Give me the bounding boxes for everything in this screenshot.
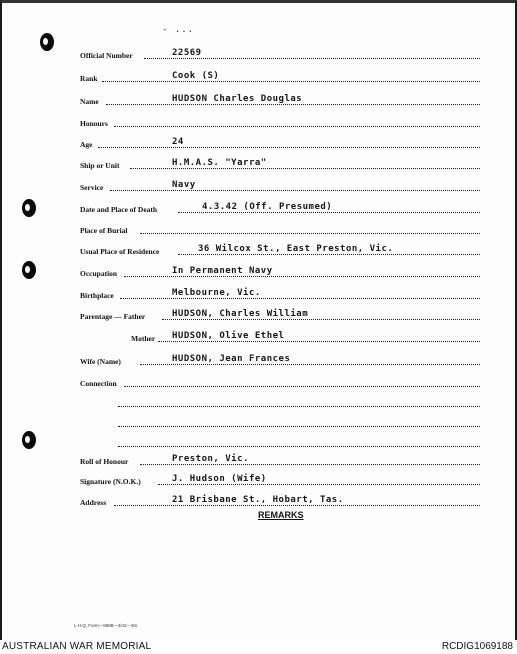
field-value: 24 [172, 137, 184, 147]
field-label: Connection [80, 379, 117, 388]
field-value: 21 Brisbane St., Hobart, Tas. [172, 495, 344, 505]
field-father [2, 308, 515, 322]
field-label: Name [80, 97, 99, 106]
field-label: Service [80, 183, 104, 192]
field-label: Rank [80, 74, 98, 83]
field-value: J. Hudson (Wife) [172, 474, 267, 484]
field-label: Signature (N.O.K.) [80, 477, 141, 486]
dotted-line [102, 80, 480, 82]
field-burial [2, 222, 515, 236]
connection-blank-line [2, 415, 515, 429]
archive-footer [0, 640, 517, 654]
field-value: 22569 [172, 48, 202, 58]
field-label: Address [80, 498, 107, 507]
field-connection [2, 375, 515, 389]
field-value: Preston, Vic. [172, 454, 249, 464]
field-label: Age [80, 140, 93, 149]
field-rank [2, 70, 515, 84]
field-honours [2, 115, 515, 129]
field-roll-of-honour [2, 453, 515, 467]
field-death [2, 201, 515, 215]
dotted-line [118, 445, 480, 447]
field-name [2, 93, 515, 107]
field-label: Ship or Unit [80, 161, 120, 170]
field-label: Honours [80, 119, 108, 128]
field-value: HUDSON, Charles William [172, 309, 309, 319]
field-label: Occupation [80, 269, 118, 278]
dotted-line [98, 146, 480, 148]
field-label: Official Number [80, 51, 133, 60]
dotted-line [118, 405, 480, 407]
field-value: H.M.A.S. "Yarra" [172, 158, 267, 168]
field-value: Cook (S) [172, 71, 220, 81]
archive-name: AUSTRALIAN WAR MEMORIAL [2, 641, 152, 652]
field-value: HUDSON, Olive Ethel [172, 331, 285, 341]
field-ship [2, 157, 515, 171]
field-label: Place of Burial [80, 226, 128, 235]
field-occupation [2, 265, 515, 279]
dotted-line [124, 385, 480, 387]
field-value: Navy [172, 180, 196, 190]
field-value: In Permanent Navy [172, 266, 273, 276]
header-marks: - ... [162, 25, 195, 35]
field-value: 36 Wilcox St., East Preston, Vic. [198, 244, 394, 254]
field-label: Mother [131, 334, 156, 343]
field-service [2, 179, 515, 193]
record-id: RCDIG1069188 [441, 641, 513, 652]
field-address [2, 494, 515, 508]
field-signature [2, 473, 515, 487]
field-value: HUDSON, Jean Frances [172, 354, 291, 364]
field-label: Date and Place of Death [80, 205, 158, 214]
field-value: HUDSON Charles Douglas [172, 94, 303, 104]
field-label: Wife (Name) [80, 357, 121, 366]
field-label: Parentage — Father [80, 312, 146, 321]
field-mother [2, 330, 515, 344]
field-wife [2, 353, 515, 367]
field-birthplace [2, 287, 515, 301]
connection-blank-line [2, 435, 515, 449]
field-value: Melbourne, Vic. [172, 288, 261, 298]
form-imprint: L.H.Q. Form—5888—4/42—3m. [74, 623, 139, 628]
field-label: Usual Place of Residence [80, 247, 160, 256]
dotted-line [140, 232, 480, 234]
field-label: Roll of Honour [80, 457, 129, 466]
dotted-line [118, 425, 480, 427]
field-value: 4.3.42 (Off. Presumed) [202, 202, 333, 212]
field-age [2, 136, 515, 150]
connection-blank-line [2, 395, 515, 409]
field-official-number [2, 47, 515, 61]
dotted-line [114, 125, 480, 127]
field-residence [2, 243, 515, 257]
field-label: Birthplace [80, 291, 114, 300]
dotted-line [110, 189, 480, 191]
remarks-heading: REMARKS [258, 510, 304, 520]
